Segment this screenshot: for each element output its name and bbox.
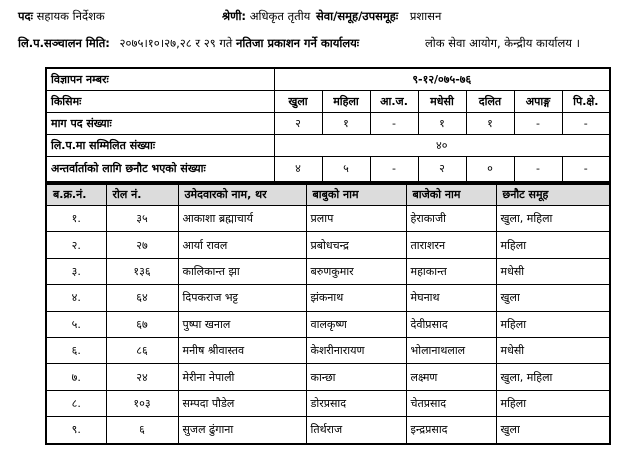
selection-group-cell: महिला <box>496 311 610 337</box>
col-grandfather-header: बाजेको नाम <box>406 184 496 206</box>
service-value: प्रशासन <box>409 9 442 23</box>
category-disabled: अपाङ्ग <box>514 91 562 113</box>
table-row <box>46 285 610 311</box>
selection-group-cell: खुला, महिला <box>496 364 610 390</box>
serial-cell: ६. <box>46 337 106 363</box>
grandfather-name-cell: हेराकाजी <box>406 206 496 232</box>
appeared-label: लि.प.मा सम्मिलित संख्याः <box>46 135 274 157</box>
demand-janajati: - <box>370 113 418 135</box>
demand-madhesi: १ <box>418 113 466 135</box>
name-cell: मनीष श्रीवास्तव <box>178 337 306 363</box>
advertisement-info-table <box>45 67 611 183</box>
category-label: श्रेणी: <box>222 9 247 23</box>
table-row <box>46 417 610 444</box>
roll-cell: २४ <box>106 364 178 390</box>
ad-number-value: ९-१२/०७५-७६ <box>274 68 610 91</box>
post-value: सहायक निर्देशक <box>36 9 105 23</box>
roll-cell: ६४ <box>106 285 178 311</box>
roll-cell: २७ <box>106 232 178 258</box>
candidates-header-row <box>46 184 610 206</box>
demand-label: माग पद संख्याः <box>46 113 274 135</box>
grandfather-name-cell: देवीप्रसाद <box>406 311 496 337</box>
selected-madhesi: २ <box>418 157 466 183</box>
father-name-cell: प्रलाप <box>306 206 406 232</box>
selection-group-cell: महिला <box>496 390 610 416</box>
exam-date-value: २०७५।१०।२७,२८ र २९ गते <box>119 36 233 50</box>
demand-women: १ <box>322 113 370 135</box>
category-backward-region: पि.क्षे. <box>562 91 610 113</box>
publisher-label: नतिजा प्रकाशन गर्ने कार्यालयः <box>236 36 360 50</box>
type-label: किसिमः <box>46 91 274 113</box>
post-label: पदः <box>18 9 33 23</box>
roll-cell: ६ <box>106 417 178 444</box>
selected-label: अन्तर्वार्ताको लागि छनौट भएको संख्याः <box>46 157 274 183</box>
roll-cell: ६७ <box>106 311 178 337</box>
category-janajati: आ.ज. <box>370 91 418 113</box>
col-father-header: बाबुको नाम <box>306 184 406 206</box>
selected-disabled: - <box>514 157 562 183</box>
table-row <box>46 364 610 390</box>
selected-dalit: ० <box>466 157 514 183</box>
selection-group-cell: मधेसी <box>496 337 610 363</box>
father-name-cell: केशरीनारायण <box>306 337 406 363</box>
candidates-table <box>45 183 611 445</box>
post-line <box>18 9 105 24</box>
father-name-cell: तिर्थराज <box>306 417 406 444</box>
col-name-header: उमेदवारको नाम, थर <box>178 184 306 206</box>
publisher-value: लोक सेवा आयोग, केन्द्रीय कार्यालय । <box>425 36 580 50</box>
serial-cell: ७. <box>46 364 106 390</box>
selection-group-cell: खुला <box>496 417 610 444</box>
table-row <box>46 206 610 232</box>
name-cell: आकाशा ब्रह्माचार्य <box>178 206 306 232</box>
grandfather-name-cell: चेतप्रसाद <box>406 390 496 416</box>
demand-dalit: १ <box>466 113 514 135</box>
selected-janajati: - <box>370 157 418 183</box>
selection-group-cell: महिला <box>496 232 610 258</box>
demand-backward-region: - <box>562 113 610 135</box>
selected-women: ५ <box>322 157 370 183</box>
selection-group-cell: मधेसी <box>496 258 610 284</box>
candidates-body <box>46 206 610 444</box>
selection-group-cell: खुला <box>496 285 610 311</box>
selected-backward-region: - <box>562 157 610 183</box>
category-open: खुला <box>274 91 322 113</box>
table-row <box>46 232 610 258</box>
col-roll-header: रोल नं. <box>106 184 178 206</box>
service-label: सेवा/समूह/उपसमूहः <box>316 9 399 23</box>
serial-cell: ५. <box>46 311 106 337</box>
exam-date-line <box>18 36 359 51</box>
father-name-cell: कान्छा <box>306 364 406 390</box>
grandfather-name-cell: भोलानाथलाल <box>406 337 496 363</box>
serial-cell: ४. <box>46 285 106 311</box>
serial-cell: २. <box>46 232 106 258</box>
exam-date-label: लि.प.सञ्चालन मिति: <box>18 36 110 50</box>
name-cell: मेरीना नेपाली <box>178 364 306 390</box>
serial-cell: ८. <box>46 390 106 416</box>
table-row <box>46 258 610 284</box>
col-group-header: छनौट समूह <box>496 184 610 206</box>
father-name-cell: प्रबोधचन्द्र <box>306 232 406 258</box>
serial-cell: १. <box>46 206 106 232</box>
grandfather-name-cell: लक्ष्मण <box>406 364 496 390</box>
category-value: अधिकृत तृतीय <box>249 9 311 23</box>
selection-group-cell: खुला, महिला <box>496 206 610 232</box>
selected-open: ४ <box>274 157 322 183</box>
father-name-cell: डोरप्रसाद <box>306 390 406 416</box>
grandfather-name-cell: मेघनाथ <box>406 285 496 311</box>
ad-number-label: विज्ञापन नम्बरः <box>46 68 274 91</box>
table-row <box>46 311 610 337</box>
grandfather-name-cell: इन्द्रप्रसाद <box>406 417 496 444</box>
roll-cell: १३६ <box>106 258 178 284</box>
category-dalit: दलित <box>466 91 514 113</box>
name-cell: सुजल ढुंगाना <box>178 417 306 444</box>
serial-cell: ९. <box>46 417 106 444</box>
table-row <box>46 337 610 363</box>
father-name-cell: बरुणकुमार <box>306 258 406 284</box>
roll-cell: ३५ <box>106 206 178 232</box>
serial-cell: ३. <box>46 258 106 284</box>
table-row <box>46 390 610 416</box>
father-name-cell: झंकनाथ <box>306 285 406 311</box>
roll-cell: १०३ <box>106 390 178 416</box>
name-cell: आर्या रावल <box>178 232 306 258</box>
col-serial-header: ब.क्र.नं. <box>46 184 106 206</box>
father-name-cell: वालकृष्ण <box>306 311 406 337</box>
category-line <box>222 9 441 24</box>
category-women: महिला <box>322 91 370 113</box>
grandfather-name-cell: ताराशरन <box>406 232 496 258</box>
name-cell: पुष्पा खनाल <box>178 311 306 337</box>
category-madhesi: मधेसी <box>418 91 466 113</box>
demand-open: २ <box>274 113 322 135</box>
demand-disabled: - <box>514 113 562 135</box>
appeared-value: ४० <box>274 135 610 157</box>
name-cell: कालिकान्त झा <box>178 258 306 284</box>
roll-cell: ८६ <box>106 337 178 363</box>
name-cell: दिपकराज भट्ट <box>178 285 306 311</box>
grandfather-name-cell: महाकान्त <box>406 258 496 284</box>
name-cell: सम्पदा पौडेल <box>178 390 306 416</box>
